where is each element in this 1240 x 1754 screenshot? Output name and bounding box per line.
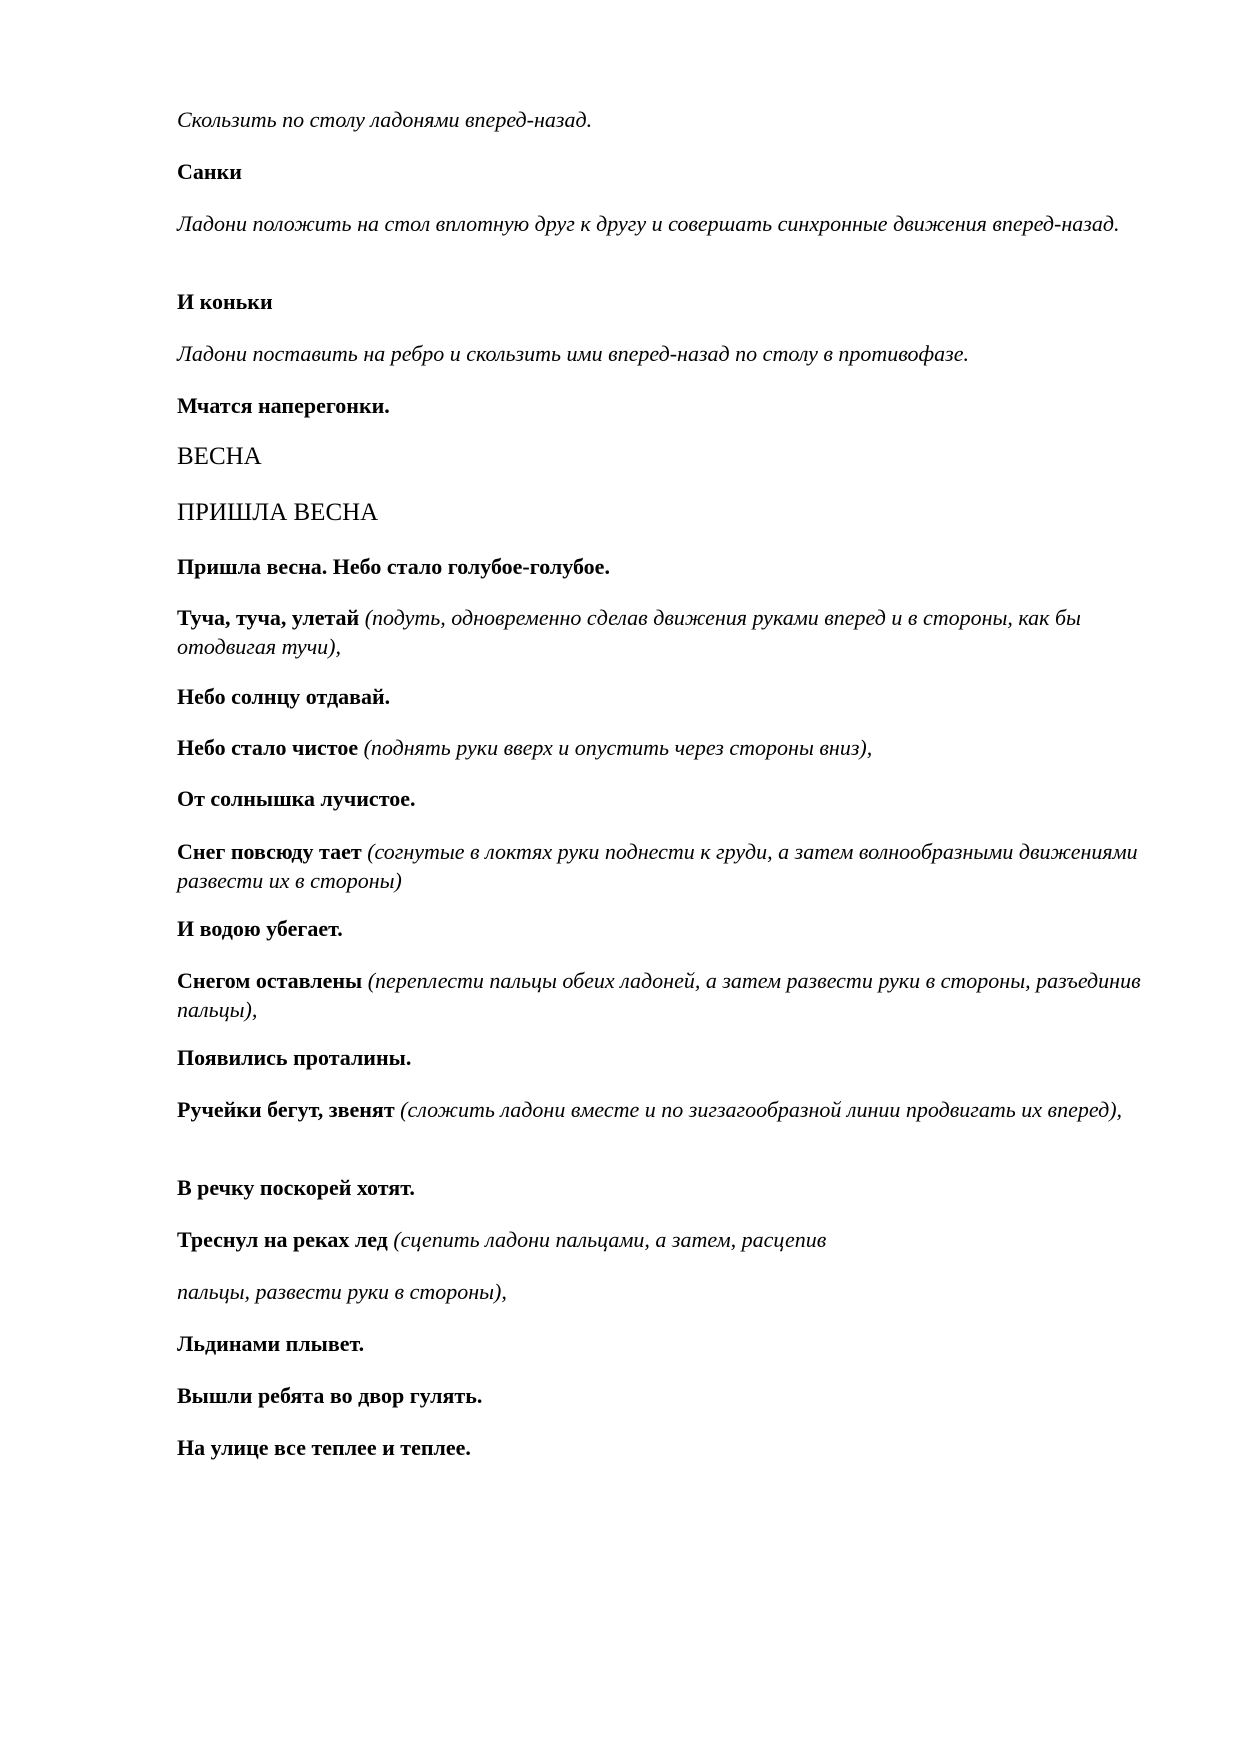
verse-line: Ручейки бегут, звенят <box>177 1097 395 1122</box>
paragraph: Санки <box>177 159 242 184</box>
instruction: (поднять руки вверх и опустить через стороны вниз), <box>363 735 873 760</box>
paragraph: Появились проталины. <box>177 1045 412 1070</box>
paragraph: В речку поскорей хотят. <box>177 1175 415 1200</box>
instruction: (переплести пальцы обеих ладоней, а затем развести руки в стороны, разъединив пальцы), <box>177 968 1141 1022</box>
paragraph: Вышли ребята во двор гулять. <box>177 1383 483 1408</box>
section-heading: ПРИШЛА ВЕСНА <box>177 499 379 526</box>
instruction: (сцепить ладони пальцами, а затем, расцепив <box>393 1227 827 1252</box>
paragraph: Льдинами плывет. <box>177 1331 365 1356</box>
paragraph <box>177 603 1167 661</box>
section-heading: ВЕСНА <box>177 443 262 470</box>
verse-line: Снег повсюду тает <box>177 839 362 864</box>
paragraph: И водою убегает. <box>177 916 343 941</box>
paragraph <box>177 1225 1167 1254</box>
document-page <box>177 0 1167 1754</box>
paragraph <box>177 733 1167 762</box>
paragraph <box>177 837 1167 895</box>
paragraph: Ладони поставить на ребро и скользить ими вперед-назад по столу в противофазе. <box>177 341 970 366</box>
instruction: (подуть, одновременно сделав движения руками вперед и в стороны, как бы отодвигая тучи), <box>177 605 1081 659</box>
instruction: (согнутые в локтях руки поднести к груди, а затем волнообразными движениями развести их в стороны) <box>177 839 1138 893</box>
verse-line: Снегом оставлены <box>177 968 363 993</box>
verse-line: Небо стало чистое <box>177 735 359 760</box>
paragraph: Скользить по столу ладонями вперед-назад. <box>177 107 593 132</box>
paragraph: И коньки <box>177 289 273 314</box>
paragraph: Небо солнцу отдавай. <box>177 684 391 709</box>
paragraph <box>177 1095 1167 1124</box>
paragraph: Мчатся наперегонки. <box>177 393 390 418</box>
instruction: (сложить ладони вместе и по зигзагообразной линии продвигать их вперед), <box>400 1097 1123 1122</box>
paragraph: От солнышка лучистое. <box>177 786 416 811</box>
verse-line: Треснул на реках лед <box>177 1227 388 1252</box>
paragraph: На улице все теплее и теплее. <box>177 1435 471 1460</box>
paragraph: Ладони положить на стол вплотную друг к другу и совершать синхронные движения вперед-назад. <box>177 211 1120 236</box>
paragraph: Пришла весна. Небо стало голубое-голубое. <box>177 554 610 579</box>
paragraph: пальцы, развести руки в стороны), <box>177 1279 507 1304</box>
verse-line: Туча, туча, улетай <box>177 605 360 630</box>
paragraph <box>177 966 1167 1024</box>
